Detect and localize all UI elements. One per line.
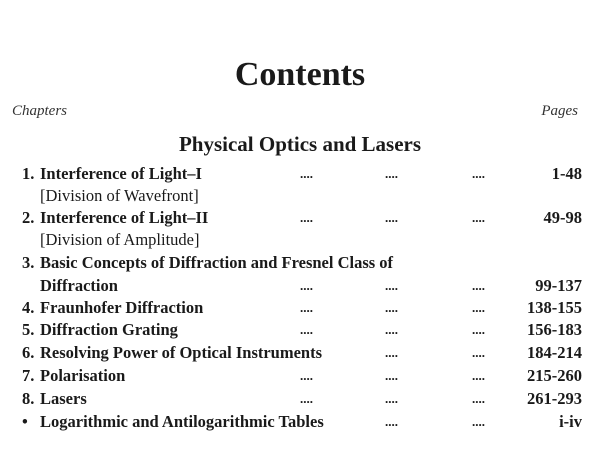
toc-entry-3-continued[interactable]: [0, 276, 600, 298]
entry-number: 2.: [22, 208, 35, 227]
toc-entry-1-subtitle: [0, 186, 600, 208]
toc-entry-1[interactable]: [0, 164, 600, 186]
leader-dots: ....: [300, 368, 313, 383]
entry-title: Basic Concepts of Diffraction and Fresnel Class of: [40, 253, 394, 272]
leader-dots: ....: [472, 322, 485, 337]
toc-entry-8[interactable]: [0, 389, 600, 411]
toc-entry-5[interactable]: [0, 320, 600, 342]
entry-subtitle: [Division of Wavefront]: [40, 186, 199, 205]
entry-title: Diffraction Grating: [40, 320, 178, 339]
chapters-column-label: Chapters: [12, 103, 68, 119]
leader-dots: ....: [300, 278, 313, 293]
entry-pages: 184-214: [527, 343, 582, 362]
entry-number: 8.: [22, 389, 35, 408]
entry-subtitle: [Division of Amplitude]: [40, 230, 200, 249]
entry-title: Lasers: [40, 389, 87, 408]
toc-entry-2[interactable]: [0, 208, 600, 230]
leader-dots: ....: [472, 414, 485, 429]
entry-number: 4.: [22, 298, 35, 317]
entry-pages: 49-98: [543, 208, 582, 227]
entry-title-continued: Diffraction: [40, 276, 118, 295]
entry-number: 6.: [22, 343, 35, 362]
leader-dots: ....: [300, 210, 313, 225]
entry-pages: 215-260: [527, 366, 582, 385]
entry-pages: 156-183: [527, 320, 582, 339]
leader-dots: ....: [385, 345, 398, 360]
leader-dots: ....: [472, 368, 485, 383]
toc-entry-6[interactable]: [0, 343, 600, 365]
bullet-icon: •: [22, 412, 28, 431]
toc-entry-tables[interactable]: [0, 412, 600, 434]
pages-column-label: Pages: [541, 103, 578, 119]
leader-dots: ....: [300, 300, 313, 315]
leader-dots: ....: [300, 166, 313, 181]
entry-number: 3.: [22, 253, 35, 272]
leader-dots: ....: [300, 322, 313, 337]
entry-pages: 1-48: [551, 164, 582, 183]
toc-entry-4[interactable]: [0, 298, 600, 320]
toc-entry-7[interactable]: [0, 366, 600, 388]
toc-entry-3[interactable]: [0, 253, 600, 275]
leader-dots: ....: [472, 345, 485, 360]
section-heading: Physical Optics and Lasers: [178, 132, 422, 156]
leader-dots: ....: [385, 322, 398, 337]
leader-dots: ....: [472, 300, 485, 315]
entry-number: 1.: [22, 164, 35, 183]
leader-dots: ....: [385, 368, 398, 383]
leader-dots: ....: [472, 278, 485, 293]
contents-title: Contents: [234, 56, 366, 93]
entry-title: Interference of Light–II: [40, 208, 209, 227]
leader-dots: ....: [300, 391, 313, 406]
entry-title: Logarithmic and Antilogarithmic Tables: [40, 412, 324, 431]
entry-number: 5.: [22, 320, 35, 339]
leader-dots: ....: [472, 391, 485, 406]
entry-pages: i-iv: [559, 412, 582, 431]
entry-pages: 261-293: [527, 389, 582, 408]
toc-entry-2-subtitle: [0, 230, 600, 252]
leader-dots: ....: [385, 166, 398, 181]
entry-pages: 99-137: [535, 276, 582, 295]
entry-pages: 138-155: [527, 298, 582, 317]
leader-dots: ....: [472, 166, 485, 181]
entry-title: Polarisation: [40, 366, 126, 385]
leader-dots: ....: [385, 391, 398, 406]
leader-dots: ....: [385, 210, 398, 225]
leader-dots: ....: [472, 210, 485, 225]
entry-title: Resolving Power of Optical Instruments: [40, 343, 323, 362]
leader-dots: ....: [385, 414, 398, 429]
entry-number: 7.: [22, 366, 35, 385]
entry-title: Fraunhofer Diffraction: [40, 298, 204, 317]
entry-title: Interference of Light–I: [40, 164, 202, 183]
leader-dots: ....: [385, 278, 398, 293]
leader-dots: ....: [385, 300, 398, 315]
